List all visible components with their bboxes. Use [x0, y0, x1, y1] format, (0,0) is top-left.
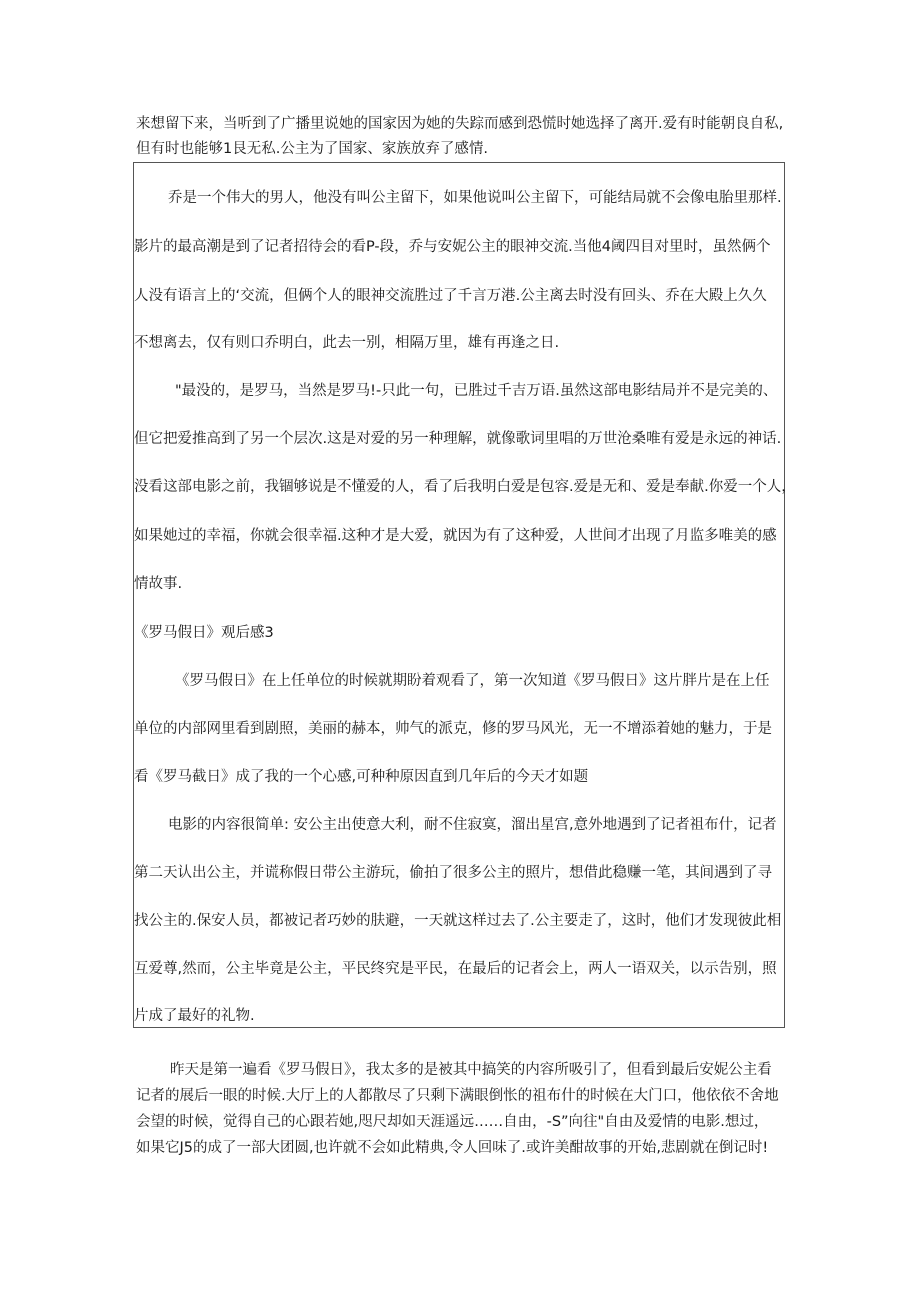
- text-line: 记者的展后一眼的时候.大厅上的人都散尽了只剩下满眼倒怅的祖布什的时候在大门口，他依依不舍地: [136, 1088, 779, 1104]
- text-line: 乔是一个伟大的男人，他没有叫公主留下，如果他说叫公主留下，可能结局就不会像电胎里那样.: [168, 190, 782, 206]
- bordered-text-box: [133, 162, 796, 1028]
- text-line: 昨天是第一遍看《罗马假日》，我太多的是被其中搞笑的内容所吸引了，但看到最后安妮公主看: [170, 1062, 772, 1078]
- text-line: "最没的，是罗马，当然是罗马!-只此一句，已胜过千吉万语.虽然这部电影结局并不是完美的、: [175, 383, 778, 399]
- section-heading: 《罗马假日》观后感3: [134, 625, 274, 641]
- bottom-paragraph: [136, 1057, 796, 1161]
- text-line: 第二天认出公主，并谎称假日带公主游玩，偷拍了很多公主的照片，想借此稳赚一笔，其间遇到了寻: [134, 865, 772, 881]
- text-line: 单位的内部网里看到剧照，美丽的赫本，帅气的派克，修的罗马风光，无一不增添着她的魅力，于是: [134, 721, 772, 737]
- top-paragraph: [136, 112, 796, 162]
- text-line: 情故事.: [134, 576, 183, 592]
- text-line: 看《罗马截日》成了我的一个心感,可种种原因直到几年后的今天才如题: [134, 769, 589, 785]
- text-line: 没看这部电影之前，我锢够说是不懂爱的人，看了后我明白爱是包容.爱是无和、爱是奉献.你爱一个人，: [134, 479, 796, 495]
- text-line: 如果她过的幸福，你就会很幸福.这种才是大爱，就因为有了这种爱，人世间才出现了月监多唯美的感: [134, 528, 777, 544]
- text-line: 但有时也能够1艮无私.公主为了国家、家族放弃了感情.: [136, 141, 488, 157]
- text-line: 人没有语言上的‘交流，但俩个人的眼神交流胜过了千言万港.公主离去时没有回头、乔在大殿上久久: [134, 288, 767, 304]
- text-line: 影片的最高潮是到了记者招待会的看P-段，乔与安妮公主的眼神交流.当他4阈四目对里时，虽然俩个: [134, 239, 771, 255]
- text-line: 不想离去，仅有则口乔明白，此去一别，相隔万里，雄有再逢之日.: [134, 335, 560, 351]
- text-line: 电影的内容很简单: 安公主出使意大利，耐不住寂寞，溜出星宫,意外地遇到了记者祖布什，记者: [168, 817, 777, 833]
- text-line: 如果它J5的成了一部大团圆,也许就不会如此精典,令人回味了.或许美酣故事的开始,悲剧就在倒记时!: [136, 1140, 769, 1156]
- text-line: 《罗马假日》在上任单位的时候就期盼着观看了，第一次知道《罗马假日》这片胖片是在上任: [175, 673, 770, 689]
- text-line: 找公主的.保安人员，都被记者巧妙的肤避，一天就这样过去了.公主要走了，这时，他们才发现彼此相: [134, 913, 782, 929]
- text-line: 互爱尊,然而，公主毕竟是公主，平民终究是平民，在最后的记者会上，两人一语双关，以示告别，照: [134, 961, 777, 977]
- text-line: 片成了最好的礼物.: [134, 1008, 255, 1024]
- text-line: 来想留下来，当听到了广播里说她的国家因为她的失踪而感到恐慌时她选择了离开.爱有时能朝良自私,: [136, 116, 784, 132]
- text-line: 会望的时候，觉得自己的心跟若她,咫尺却如天涯遥远……自由，-S”向往"自由及爱情的电影.想过，: [136, 1114, 769, 1130]
- text-line: 但它把爱推高到了另一个层次.这是对爱的另一种理解，就像歌词里唱的万世沧桑唯有爱是永远的神话.: [134, 431, 782, 447]
